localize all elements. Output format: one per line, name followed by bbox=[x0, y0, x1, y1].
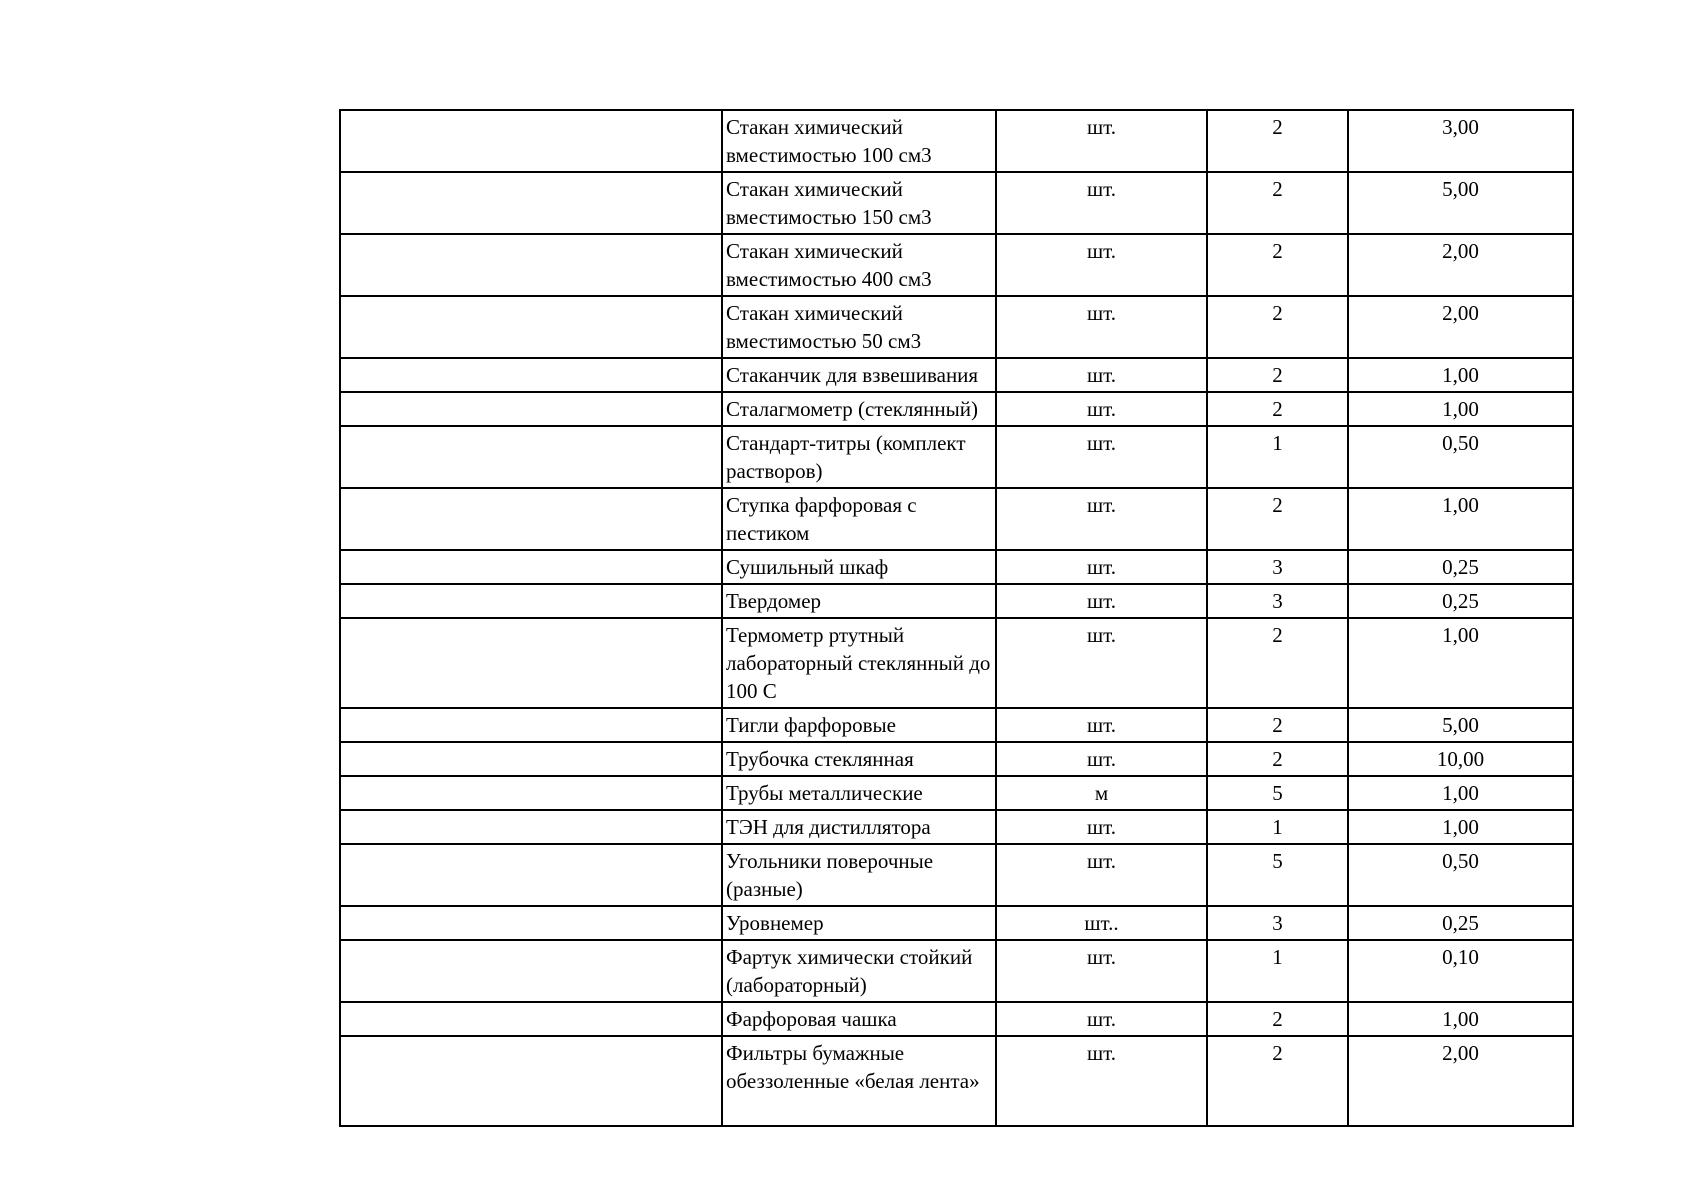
item-name-cell: Фильтры бумажные обеззоленные «белая лента» bbox=[722, 1036, 996, 1126]
quantity-cell: 2 bbox=[1207, 1036, 1348, 1126]
unit-cell: шт. bbox=[996, 296, 1207, 358]
unit-cell: шт. bbox=[996, 234, 1207, 296]
table-row bbox=[340, 426, 1573, 488]
unit-cell: шт. bbox=[996, 742, 1207, 776]
code-cell bbox=[340, 358, 722, 392]
quantity-cell: 3 bbox=[1207, 550, 1348, 584]
quantity-cell: 1 bbox=[1207, 940, 1348, 1002]
item-name-cell: Стакан химический вместимостью 50 см3 bbox=[722, 296, 996, 358]
code-cell bbox=[340, 234, 722, 296]
unit-cell: шт. bbox=[996, 708, 1207, 742]
item-name-cell: ТЭН для дистиллятора bbox=[722, 810, 996, 844]
norm-cell: 2,00 bbox=[1348, 1036, 1573, 1126]
norm-cell: 1,00 bbox=[1348, 810, 1573, 844]
quantity-cell: 5 bbox=[1207, 844, 1348, 906]
quantity-cell: 2 bbox=[1207, 618, 1348, 708]
item-name-cell: Трубы металлические bbox=[722, 776, 996, 810]
norm-cell: 1,00 bbox=[1348, 618, 1573, 708]
table-row bbox=[340, 392, 1573, 426]
table-row bbox=[340, 296, 1573, 358]
norm-cell: 0,25 bbox=[1348, 550, 1573, 584]
item-name-cell: Стакан химический вместимостью 150 см3 bbox=[722, 172, 996, 234]
code-cell bbox=[340, 488, 722, 550]
unit-cell: шт. bbox=[996, 110, 1207, 172]
table-row bbox=[340, 488, 1573, 550]
norm-cell: 1,00 bbox=[1348, 392, 1573, 426]
unit-cell: шт. bbox=[996, 584, 1207, 618]
norm-cell: 1,00 bbox=[1348, 488, 1573, 550]
table-row bbox=[340, 708, 1573, 742]
code-cell bbox=[340, 550, 722, 584]
code-cell bbox=[340, 708, 722, 742]
table-row bbox=[340, 1036, 1573, 1126]
norm-cell: 1,00 bbox=[1348, 1002, 1573, 1036]
table-row bbox=[340, 234, 1573, 296]
norm-cell: 0,10 bbox=[1348, 940, 1573, 1002]
quantity-cell: 1 bbox=[1207, 426, 1348, 488]
table-row bbox=[340, 172, 1573, 234]
item-name-cell: Угольники поверочные (разные) bbox=[722, 844, 996, 906]
item-name-cell: Термометр ртутный лабораторный стеклянный до 100 С bbox=[722, 618, 996, 708]
norm-cell: 2,00 bbox=[1348, 234, 1573, 296]
code-cell bbox=[340, 1036, 722, 1126]
item-name-cell: Стаканчик для взвешивания bbox=[722, 358, 996, 392]
item-name-cell: Ступка фарфоровая с пестиком bbox=[722, 488, 996, 550]
equipment-table-body bbox=[340, 110, 1573, 1126]
unit-cell: шт. bbox=[996, 810, 1207, 844]
unit-cell: шт. bbox=[996, 426, 1207, 488]
item-name-cell: Уровнемер bbox=[722, 906, 996, 940]
table-row bbox=[340, 810, 1573, 844]
unit-cell: шт. bbox=[996, 844, 1207, 906]
table-row bbox=[340, 776, 1573, 810]
unit-cell: шт. bbox=[996, 172, 1207, 234]
table-row bbox=[340, 584, 1573, 618]
table-row bbox=[340, 1002, 1573, 1036]
code-cell bbox=[340, 618, 722, 708]
item-name-cell: Сталагмометр (стеклянный) bbox=[722, 392, 996, 426]
code-cell bbox=[340, 172, 722, 234]
quantity-cell: 2 bbox=[1207, 1002, 1348, 1036]
unit-cell: шт. bbox=[996, 358, 1207, 392]
norm-cell: 0,25 bbox=[1348, 906, 1573, 940]
code-cell bbox=[340, 110, 722, 172]
quantity-cell: 2 bbox=[1207, 742, 1348, 776]
item-name-cell: Фартук химически стойкий (лабораторный) bbox=[722, 940, 996, 1002]
norm-cell: 0,50 bbox=[1348, 426, 1573, 488]
norm-cell: 1,00 bbox=[1348, 776, 1573, 810]
unit-cell: шт. bbox=[996, 392, 1207, 426]
code-cell bbox=[340, 584, 722, 618]
norm-cell: 3,00 bbox=[1348, 110, 1573, 172]
item-name-cell: Тигли фарфоровые bbox=[722, 708, 996, 742]
quantity-cell: 2 bbox=[1207, 358, 1348, 392]
table-row bbox=[340, 110, 1573, 172]
item-name-cell: Трубочка стеклянная bbox=[722, 742, 996, 776]
norm-cell: 0,25 bbox=[1348, 584, 1573, 618]
norm-cell: 2,00 bbox=[1348, 296, 1573, 358]
quantity-cell: 2 bbox=[1207, 488, 1348, 550]
table-row bbox=[340, 844, 1573, 906]
table-row bbox=[340, 618, 1573, 708]
norm-cell: 5,00 bbox=[1348, 172, 1573, 234]
quantity-cell: 2 bbox=[1207, 110, 1348, 172]
code-cell bbox=[340, 742, 722, 776]
item-name-cell: Твердомер bbox=[722, 584, 996, 618]
quantity-cell: 2 bbox=[1207, 234, 1348, 296]
unit-cell: шт. bbox=[996, 488, 1207, 550]
unit-cell: м bbox=[996, 776, 1207, 810]
code-cell bbox=[340, 844, 722, 906]
table-row bbox=[340, 742, 1573, 776]
quantity-cell: 2 bbox=[1207, 172, 1348, 234]
table-row bbox=[340, 358, 1573, 392]
equipment-table bbox=[339, 109, 1574, 1127]
quantity-cell: 3 bbox=[1207, 584, 1348, 618]
item-name-cell: Сушильный шкаф bbox=[722, 550, 996, 584]
norm-cell: 10,00 bbox=[1348, 742, 1573, 776]
item-name-cell: Фарфоровая чашка bbox=[722, 1002, 996, 1036]
code-cell bbox=[340, 392, 722, 426]
norm-cell: 5,00 bbox=[1348, 708, 1573, 742]
item-name-cell: Стандарт-титры (комплект растворов) bbox=[722, 426, 996, 488]
code-cell bbox=[340, 296, 722, 358]
unit-cell: шт. bbox=[996, 1002, 1207, 1036]
table-row bbox=[340, 906, 1573, 940]
code-cell bbox=[340, 426, 722, 488]
unit-cell: шт. bbox=[996, 550, 1207, 584]
quantity-cell: 2 bbox=[1207, 708, 1348, 742]
code-cell bbox=[340, 776, 722, 810]
unit-cell: шт.. bbox=[996, 906, 1207, 940]
code-cell bbox=[340, 1002, 722, 1036]
code-cell bbox=[340, 810, 722, 844]
unit-cell: шт. bbox=[996, 1036, 1207, 1126]
quantity-cell: 2 bbox=[1207, 296, 1348, 358]
table-row bbox=[340, 940, 1573, 1002]
quantity-cell: 5 bbox=[1207, 776, 1348, 810]
item-name-cell: Стакан химический вместимостью 100 см3 bbox=[722, 110, 996, 172]
item-name-cell: Стакан химический вместимостью 400 см3 bbox=[722, 234, 996, 296]
quantity-cell: 3 bbox=[1207, 906, 1348, 940]
unit-cell: шт. bbox=[996, 940, 1207, 1002]
quantity-cell: 1 bbox=[1207, 810, 1348, 844]
code-cell bbox=[340, 906, 722, 940]
norm-cell: 1,00 bbox=[1348, 358, 1573, 392]
table-row bbox=[340, 550, 1573, 584]
code-cell bbox=[340, 940, 722, 1002]
quantity-cell: 2 bbox=[1207, 392, 1348, 426]
unit-cell: шт. bbox=[996, 618, 1207, 708]
norm-cell: 0,50 bbox=[1348, 844, 1573, 906]
